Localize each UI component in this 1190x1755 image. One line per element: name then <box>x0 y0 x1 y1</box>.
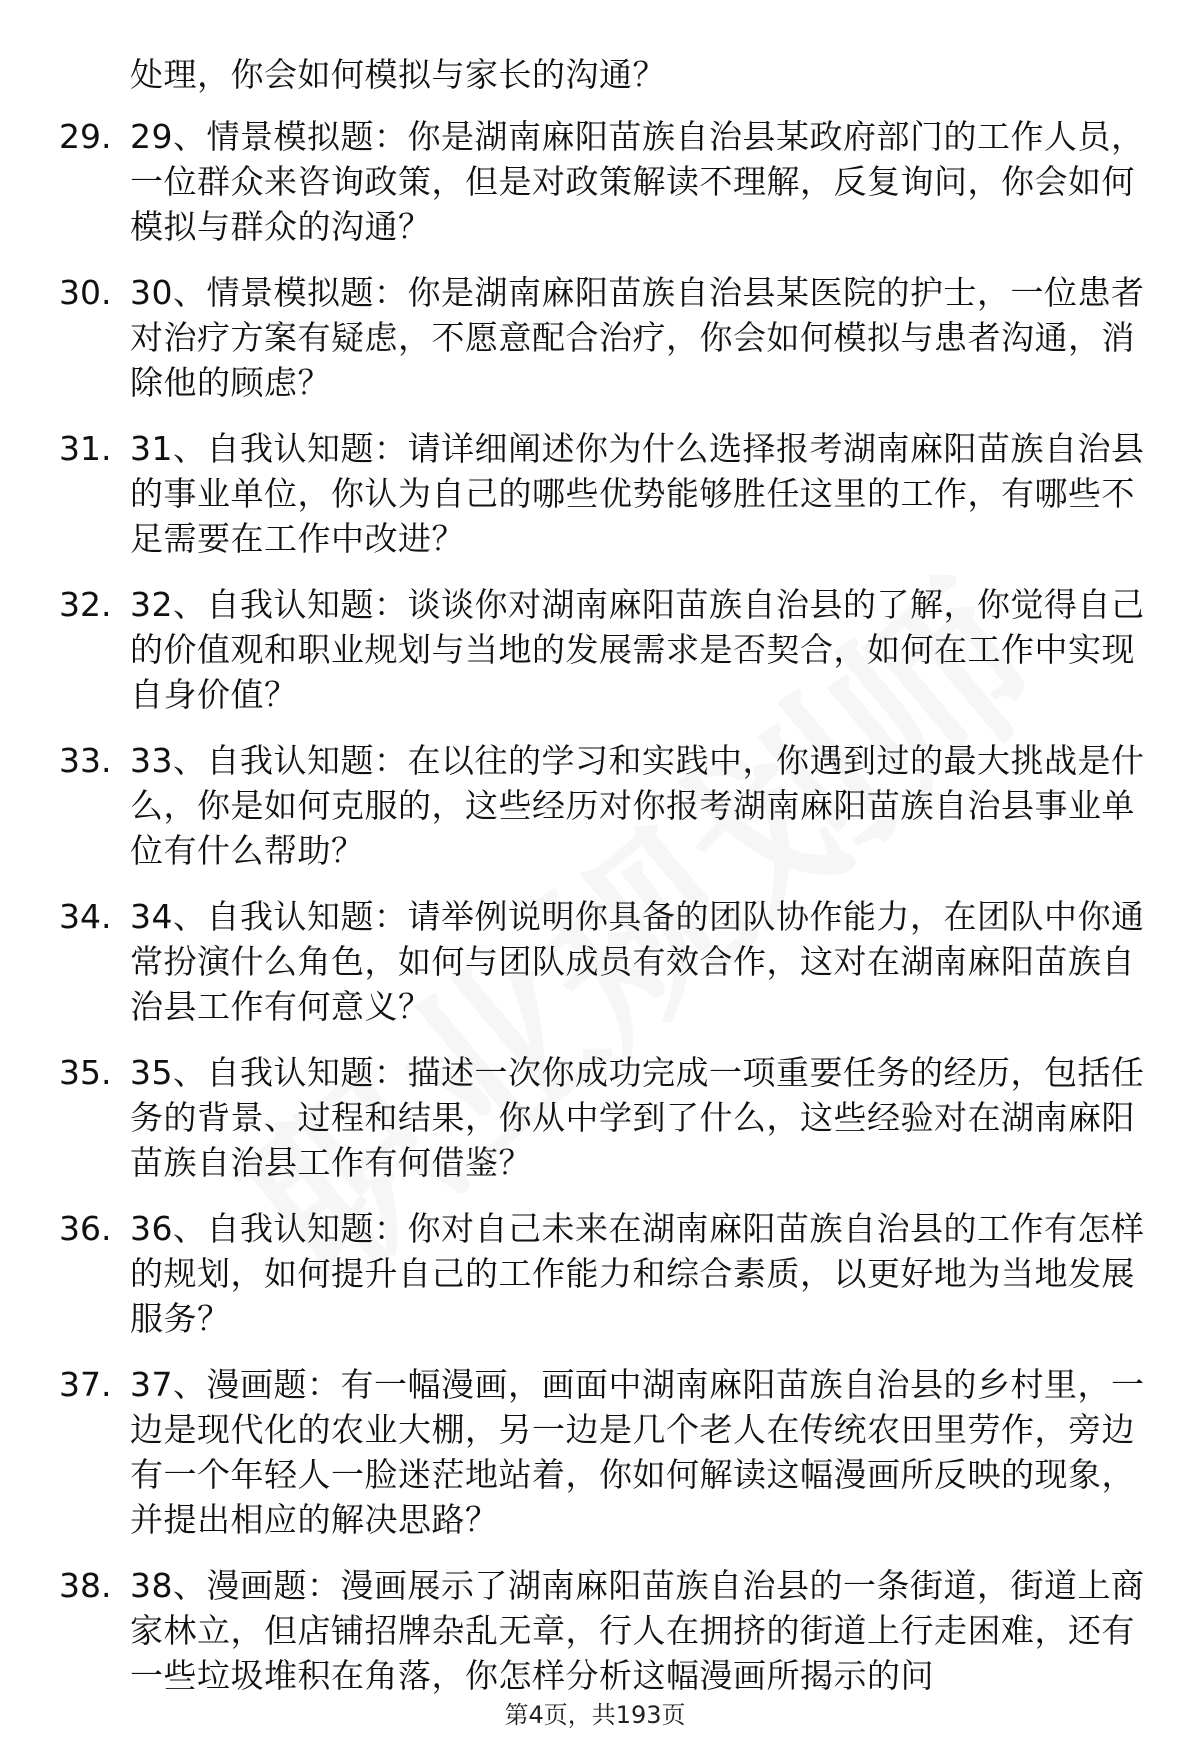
question-number: 38. <box>59 1566 112 1605</box>
question-item-31 <box>0 426 1190 561</box>
question-text: 32、自我认知题：谈谈你对湖南麻阳苗族自治县的了解，你觉得自己的价值观和职业规划与当地的发展需求是否契合，如何在工作中实现自身价值？ <box>130 585 1145 714</box>
question-text: 34、自我认知题：请举例说明你具备的团队协作能力，在团队中你通常扮演什么角色，如何与团队成员有效合作，这对在湖南麻阳苗族自治县工作有何意义？ <box>130 897 1145 1026</box>
question-item-32 <box>0 582 1190 717</box>
question-item-34 <box>0 894 1190 1029</box>
question-list <box>0 114 1190 1719</box>
question-item-29 <box>0 114 1190 249</box>
question-number: 33. <box>59 741 112 780</box>
question-text: 31、自我认知题：请详细阐述你为什么选择报考湖南麻阳苗族自治县的事业单位，你认为自己的哪些优势能够胜任这里的工作，有哪些不足需要在工作中改进？ <box>130 429 1145 558</box>
question-number: 31. <box>59 429 112 468</box>
question-item-33 <box>0 738 1190 873</box>
continuation-text: 处理，你会如何模拟与家长的沟通？ <box>130 55 666 94</box>
question-item-36 <box>0 1206 1190 1341</box>
question-number: 37. <box>59 1365 112 1404</box>
question-number: 32. <box>59 585 112 624</box>
question-item-38 <box>0 1563 1190 1698</box>
question-number: 29. <box>59 117 112 156</box>
question-text: 38、漫画题：漫画展示了湖南麻阳苗族自治县的一条街道，街道上商家林立，但店铺招牌杂乱无章，行人在拥挤的街道上行走困难，还有一些垃圾堆积在角落，你怎样分析这幅漫画所揭示的问 <box>130 1566 1145 1695</box>
question-number: 36. <box>59 1209 112 1248</box>
question-text: 36、自我认知题：你对自己未来在湖南麻阳苗族自治县的工作有怎样的规划，如何提升自己的工作能力和综合素质，以更好地为当地发展服务？ <box>130 1209 1145 1338</box>
question-number: 35. <box>59 1053 112 1092</box>
question-text: 30、情景模拟题：你是湖南麻阳苗族自治县某医院的护士，一位患者对治疗方案有疑虑，不愿意配合治疗，你会如何模拟与患者沟通，消除他的顾虑？ <box>130 273 1145 402</box>
question-item-30 <box>0 270 1190 405</box>
page-footer: 第4页，共193页 <box>504 1701 686 1729</box>
question-text: 37、漫画题：有一幅漫画，画面中湖南麻阳苗族自治县的乡村里，一边是现代化的农业大棚，另一边是几个老人在传统农田里劳作，旁边有一个年轻人一脸迷茫地站着，你如何解读这幅漫画所反映的现象，并提出相应的解决思路？ <box>130 1365 1145 1539</box>
question-text: 29、情景模拟题：你是湖南麻阳苗族自治县某政府部门的工作人员，一位群众来咨询政策，但是对政策解读不理解，反复询问，你会如何模拟与群众的沟通？ <box>130 117 1145 246</box>
question-text: 33、自我认知题：在以往的学习和实践中，你遇到过的最大挑战是什么，你是如何克服的，这些经历对你报考湖南麻阳苗族自治县事业单位有什么帮助？ <box>130 741 1145 870</box>
question-text: 35、自我认知题：描述一次你成功完成一项重要任务的经历，包括任务的背景、过程和结果，你从中学到了什么，这些经验对在湖南麻阳苗族自治县工作有何借鉴？ <box>130 1053 1145 1182</box>
question-number: 30. <box>59 273 112 312</box>
question-item-35 <box>0 1050 1190 1185</box>
question-item-37 <box>0 1362 1190 1542</box>
question-number: 34. <box>59 897 112 936</box>
